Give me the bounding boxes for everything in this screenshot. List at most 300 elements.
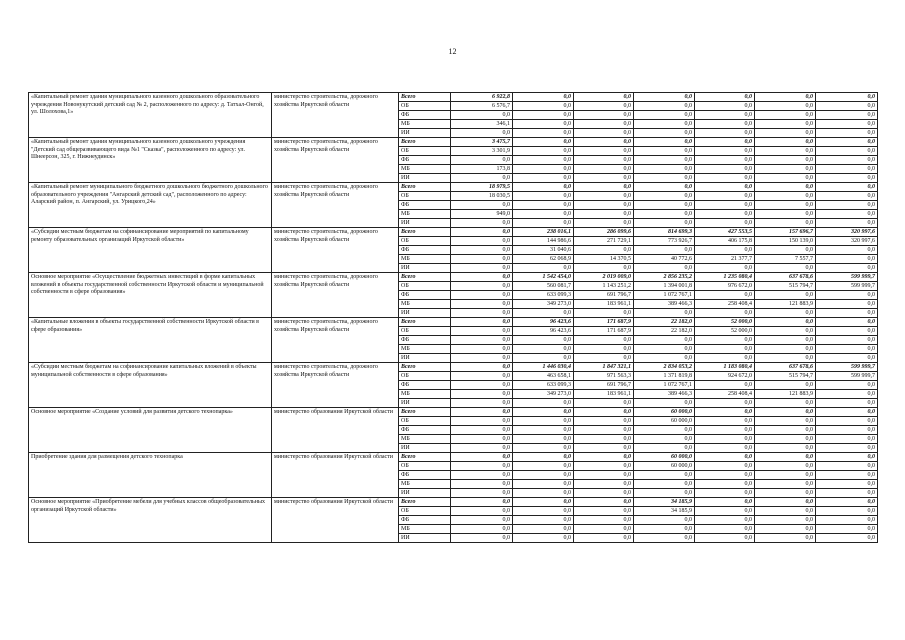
amount-cell: 0,0 (451, 129, 513, 138)
amount-cell: 0,0 (634, 336, 695, 345)
amount-cell: 0,0 (816, 183, 878, 192)
funding-source: ИИ (399, 174, 451, 183)
table-row (29, 408, 878, 417)
funding-source: ФБ (399, 471, 451, 480)
amount-cell: 515 794,7 (755, 282, 816, 291)
amount-cell: 0,0 (574, 138, 634, 147)
amount-cell: 0,0 (513, 147, 574, 156)
amount-cell: 0,0 (634, 102, 695, 111)
amount-cell: 0,0 (755, 489, 816, 498)
amount-cell: 0,0 (574, 426, 634, 435)
amount-cell: 0,0 (513, 444, 574, 453)
amount-cell: 22 182,0 (634, 318, 695, 327)
amount-cell: 0,0 (755, 183, 816, 192)
amount-cell: 0,0 (816, 444, 878, 453)
amount-cell: 0,0 (816, 147, 878, 156)
amount-cell: 96 423,6 (513, 318, 574, 327)
amount-cell: 7 557,7 (755, 255, 816, 264)
amount-cell: 258 408,4 (695, 390, 755, 399)
amount-cell: 0,0 (451, 219, 513, 228)
amount-cell: 0,0 (451, 426, 513, 435)
amount-cell: 0,0 (695, 210, 755, 219)
amount-cell: 0,0 (755, 426, 816, 435)
amount-cell: 0,0 (755, 516, 816, 525)
amount-cell: 0,0 (513, 408, 574, 417)
measure-description: Основное мероприятие «Приобретение мебели для учебных классов общеобразовательных организаций Иркутской области» (29, 498, 272, 543)
funding-source: МБ (399, 255, 451, 264)
amount-cell: 171 687,9 (574, 327, 634, 336)
amount-cell: 0,0 (755, 336, 816, 345)
amount-cell: 2 834 053,2 (634, 363, 695, 372)
amount-cell: 0,0 (451, 111, 513, 120)
responsible-executor: министерство строительства, дорожного хозяйства Иркутской области (272, 318, 399, 363)
funding-source: ОБ (399, 102, 451, 111)
amount-cell: 0,0 (816, 318, 878, 327)
amount-cell: 0,0 (816, 246, 878, 255)
amount-cell: 52 000,0 (695, 318, 755, 327)
table-row (29, 498, 878, 507)
amount-cell: 0,0 (695, 525, 755, 534)
amount-cell: 0,0 (574, 102, 634, 111)
amount-cell: 0,0 (451, 390, 513, 399)
funding-source: МБ (399, 210, 451, 219)
amount-cell: 0,0 (755, 507, 816, 516)
funding-source: Всего (399, 93, 451, 102)
amount-cell: 2 856 235,2 (634, 273, 695, 282)
amount-cell: 0,0 (513, 354, 574, 363)
amount-cell: 1 183 080,4 (695, 363, 755, 372)
amount-cell: 0,0 (755, 210, 816, 219)
amount-cell: 0,0 (634, 111, 695, 120)
amount-cell: 0,0 (634, 219, 695, 228)
amount-cell: 0,0 (816, 453, 878, 462)
amount-cell: 0,0 (513, 498, 574, 507)
funding-source: ОБ (399, 192, 451, 201)
amount-cell: 0,0 (451, 264, 513, 273)
amount-cell: 0,0 (816, 390, 878, 399)
responsible-executor: министерство строительства, дорожного хозяйства Иркутской области (272, 228, 399, 273)
amount-cell: 0,0 (513, 264, 574, 273)
amount-cell: 0,0 (451, 174, 513, 183)
amount-cell: 637 678,6 (755, 273, 816, 282)
amount-cell: 0,0 (451, 363, 513, 372)
amount-cell: 0,0 (513, 219, 574, 228)
amount-cell: 0,0 (634, 129, 695, 138)
amount-cell: 0,0 (755, 444, 816, 453)
measure-description: «Субсидии местным бюджетам на софинансирование мероприятий по капитальному ремонту образовательных организаций Иркутской области» (29, 228, 272, 273)
amount-cell: 0,0 (634, 201, 695, 210)
amount-cell: 0,0 (574, 165, 634, 174)
amount-cell: 0,0 (816, 156, 878, 165)
amount-cell: 1 143 251,2 (574, 282, 634, 291)
amount-cell: 0,0 (451, 444, 513, 453)
amount-cell: 0,0 (816, 381, 878, 390)
amount-cell: 121 883,9 (755, 390, 816, 399)
amount-cell: 0,0 (755, 498, 816, 507)
amount-cell: 0,0 (755, 471, 816, 480)
amount-cell: 0,0 (451, 489, 513, 498)
amount-cell: 40 772,6 (634, 255, 695, 264)
amount-cell: 1 394 001,8 (634, 282, 695, 291)
amount-cell: 0,0 (816, 327, 878, 336)
amount-cell: 0,0 (755, 111, 816, 120)
responsible-executor: министерство образования Иркутской области (272, 453, 399, 498)
amount-cell: 0,0 (451, 507, 513, 516)
amount-cell: 0,0 (695, 534, 755, 543)
amount-cell: 0,0 (513, 138, 574, 147)
amount-cell: 0,0 (451, 336, 513, 345)
amount-cell: 1 235 080,4 (695, 273, 755, 282)
amount-cell: 560 081,7 (513, 282, 574, 291)
amount-cell: 0,0 (695, 309, 755, 318)
amount-cell: 0,0 (816, 408, 878, 417)
amount-cell: 0,0 (695, 156, 755, 165)
amount-cell: 0,0 (755, 309, 816, 318)
funding-source: ОБ (399, 237, 451, 246)
amount-cell: 0,0 (451, 354, 513, 363)
amount-cell: 0,0 (634, 246, 695, 255)
amount-cell: 0,0 (513, 453, 574, 462)
amount-cell: 0,0 (695, 120, 755, 129)
page-number: 12 (448, 47, 457, 56)
amount-cell: 0,0 (634, 264, 695, 273)
amount-cell: 0,0 (816, 102, 878, 111)
funding-source: ФБ (399, 516, 451, 525)
amount-cell: 0,0 (634, 426, 695, 435)
amount-cell: 0,0 (451, 480, 513, 489)
amount-cell: 60 000,0 (634, 417, 695, 426)
amount-cell: 0,0 (634, 210, 695, 219)
funding-source: ФБ (399, 336, 451, 345)
responsible-executor: министерство строительства, дорожного хозяйства Иркутской области (272, 183, 399, 228)
amount-cell: 183 961,1 (574, 390, 634, 399)
amount-cell: 0,0 (451, 273, 513, 282)
amount-cell: 599 999,7 (816, 372, 878, 381)
measure-description: «Субсидии местным бюджетам на софинансирование капитальных вложений в объекты муниципальной собственности в сфере образования» (29, 363, 272, 408)
funding-source: ОБ (399, 147, 451, 156)
amount-cell: 971 563,3 (574, 372, 634, 381)
amount-cell: 34 185,9 (634, 498, 695, 507)
funding-source: МБ (399, 390, 451, 399)
amount-cell: 0,0 (755, 381, 816, 390)
amount-cell: 0,0 (513, 192, 574, 201)
amount-cell: 0,0 (634, 471, 695, 480)
amount-cell: 406 175,8 (695, 237, 755, 246)
amount-cell: 1 446 030,4 (513, 363, 574, 372)
amount-cell: 0,0 (695, 408, 755, 417)
budget-table (28, 92, 878, 543)
measure-description: «Капитальный ремонт муниципального бюджетного дошкольного бюджетного дошкольного образовательного учреждения "Ангарский детский сад", расположенного по адресу: Аларский район, п. Ангарский, ул. Урицкого,24» (29, 183, 272, 228)
table-row (29, 318, 878, 327)
amount-cell: 0,0 (695, 102, 755, 111)
amount-cell: 0,0 (816, 192, 878, 201)
amount-cell: 0,0 (755, 129, 816, 138)
amount-cell: 0,0 (634, 183, 695, 192)
amount-cell: 0,0 (574, 210, 634, 219)
table-row (29, 93, 878, 102)
amount-cell: 0,0 (513, 165, 574, 174)
amount-cell: 0,0 (695, 192, 755, 201)
amount-cell: 0,0 (574, 219, 634, 228)
amount-cell: 0,0 (574, 471, 634, 480)
amount-cell: 34 185,9 (634, 507, 695, 516)
funding-source: МБ (399, 300, 451, 309)
amount-cell: 0,0 (755, 147, 816, 156)
amount-cell: 0,0 (451, 228, 513, 237)
amount-cell: 0,0 (451, 435, 513, 444)
amount-cell: 0,0 (634, 156, 695, 165)
amount-cell: 0,0 (634, 480, 695, 489)
amount-cell: 62 068,9 (513, 255, 574, 264)
amount-cell: 0,0 (755, 534, 816, 543)
amount-cell: 0,0 (574, 480, 634, 489)
amount-cell: 0,0 (816, 165, 878, 174)
funding-source: ИИ (399, 309, 451, 318)
amount-cell: 0,0 (816, 93, 878, 102)
funding-source: ОБ (399, 372, 451, 381)
amount-cell: 346,1 (451, 120, 513, 129)
funding-source: Всего (399, 408, 451, 417)
amount-cell: 0,0 (695, 129, 755, 138)
funding-source: ФБ (399, 381, 451, 390)
amount-cell: 0,0 (451, 498, 513, 507)
amount-cell: 0,0 (634, 165, 695, 174)
amount-cell: 691 796,7 (574, 291, 634, 300)
amount-cell: 0,0 (634, 147, 695, 156)
amount-cell: 0,0 (755, 138, 816, 147)
amount-cell: 0,0 (513, 471, 574, 480)
amount-cell: 0,0 (816, 120, 878, 129)
amount-cell: 0,0 (451, 282, 513, 291)
amount-cell: 0,0 (634, 120, 695, 129)
amount-cell: 773 926,7 (634, 237, 695, 246)
amount-cell: 0,0 (695, 174, 755, 183)
amount-cell: 0,0 (574, 435, 634, 444)
measure-description: Основное мероприятие «Осуществление бюджетных инвестиций в форме капитальных вложений в объекты государственной собственности Иркутской области и муниципальной собственности в сфере образования» (29, 273, 272, 318)
amount-cell: 0,0 (695, 111, 755, 120)
funding-source: ФБ (399, 156, 451, 165)
amount-cell: 60 000,0 (634, 408, 695, 417)
amount-cell: 0,0 (755, 525, 816, 534)
amount-cell: 14 370,5 (574, 255, 634, 264)
amount-cell: 0,0 (451, 255, 513, 264)
funding-source: Всего (399, 183, 451, 192)
amount-cell: 599 999,7 (816, 282, 878, 291)
amount-cell: 0,0 (816, 426, 878, 435)
amount-cell: 0,0 (634, 309, 695, 318)
amount-cell: 0,0 (816, 300, 878, 309)
amount-cell: 3 301,9 (451, 147, 513, 156)
amount-cell: 633 099,3 (513, 291, 574, 300)
amount-cell: 1 847 321,1 (574, 363, 634, 372)
amount-cell: 18 979,5 (451, 183, 513, 192)
amount-cell: 0,0 (451, 408, 513, 417)
amount-cell: 0,0 (451, 372, 513, 381)
amount-cell: 0,0 (695, 471, 755, 480)
amount-cell: 21 377,7 (695, 255, 755, 264)
amount-cell: 144 986,6 (513, 237, 574, 246)
amount-cell: 0,0 (574, 354, 634, 363)
amount-cell: 157 696,7 (755, 228, 816, 237)
amount-cell: 0,0 (451, 381, 513, 390)
amount-cell: 31 040,6 (513, 246, 574, 255)
amount-cell: 0,0 (816, 219, 878, 228)
amount-cell: 0,0 (574, 534, 634, 543)
amount-cell: 0,0 (816, 138, 878, 147)
amount-cell: 0,0 (695, 246, 755, 255)
amount-cell: 183 961,1 (574, 300, 634, 309)
amount-cell: 0,0 (816, 417, 878, 426)
amount-cell: 0,0 (755, 417, 816, 426)
amount-cell: 0,0 (816, 525, 878, 534)
amount-cell: 515 794,7 (755, 372, 816, 381)
amount-cell: 0,0 (695, 336, 755, 345)
amount-cell: 0,0 (816, 345, 878, 354)
amount-cell: 0,0 (816, 354, 878, 363)
amount-cell: 349 273,0 (513, 300, 574, 309)
amount-cell: 0,0 (695, 291, 755, 300)
table-row (29, 228, 878, 237)
amount-cell: 949,0 (451, 210, 513, 219)
funding-source: МБ (399, 525, 451, 534)
amount-cell: 0,0 (755, 156, 816, 165)
funding-source: ФБ (399, 201, 451, 210)
amount-cell: 0,0 (513, 534, 574, 543)
amount-cell: 0,0 (816, 399, 878, 408)
amount-cell: 0,0 (574, 129, 634, 138)
funding-source: ОБ (399, 327, 451, 336)
amount-cell: 599 999,7 (816, 363, 878, 372)
amount-cell: 0,0 (695, 93, 755, 102)
amount-cell: 0,0 (513, 210, 574, 219)
amount-cell: 0,0 (513, 111, 574, 120)
amount-cell: 0,0 (634, 525, 695, 534)
amount-cell: 0,0 (513, 516, 574, 525)
amount-cell: 0,0 (574, 183, 634, 192)
amount-cell: 0,0 (755, 327, 816, 336)
amount-cell: 0,0 (513, 345, 574, 354)
amount-cell: 0,0 (816, 309, 878, 318)
amount-cell: 1 072 767,1 (634, 291, 695, 300)
amount-cell: 0,0 (755, 120, 816, 129)
amount-cell: 0,0 (574, 525, 634, 534)
amount-cell: 0,0 (634, 345, 695, 354)
responsible-executor: министерство образования Иркутской области (272, 498, 399, 543)
amount-cell: 0,0 (634, 489, 695, 498)
funding-source: ИИ (399, 444, 451, 453)
amount-cell: 0,0 (755, 399, 816, 408)
amount-cell: 389 466,3 (634, 300, 695, 309)
amount-cell: 0,0 (695, 138, 755, 147)
amount-cell: 0,0 (695, 381, 755, 390)
amount-cell: 173,8 (451, 165, 513, 174)
funding-source: ФБ (399, 426, 451, 435)
amount-cell: 0,0 (451, 300, 513, 309)
amount-cell: 0,0 (695, 183, 755, 192)
amount-cell: 0,0 (695, 489, 755, 498)
amount-cell: 0,0 (574, 156, 634, 165)
amount-cell: 0,0 (695, 165, 755, 174)
amount-cell: 0,0 (695, 507, 755, 516)
amount-cell: 0,0 (695, 417, 755, 426)
funding-source: ФБ (399, 246, 451, 255)
amount-cell: 121 883,9 (755, 300, 816, 309)
amount-cell: 320 997,6 (816, 237, 878, 246)
funding-source: Всего (399, 318, 451, 327)
amount-cell: 22 182,0 (634, 327, 695, 336)
measure-description: «Капитальный ремонт здания муниципального казенного дошкольного учреждения "Детский сад общеразвивающего вида №1 "Сказка", расположенного по адресу: ул. Шнеерсон, 325, г. Нижнеудинск» (29, 138, 272, 183)
amount-cell: 0,0 (574, 264, 634, 273)
funding-source: МБ (399, 480, 451, 489)
responsible-executor: министерство строительства, дорожного хозяйства Иркутской области (272, 273, 399, 318)
amount-cell: 0,0 (574, 345, 634, 354)
amount-cell: 0,0 (574, 111, 634, 120)
amount-cell: 0,0 (513, 120, 574, 129)
amount-cell: 0,0 (695, 480, 755, 489)
amount-cell: 0,0 (451, 318, 513, 327)
amount-cell: 171 687,9 (574, 318, 634, 327)
amount-cell: 286 099,6 (574, 228, 634, 237)
amount-cell: 0,0 (451, 399, 513, 408)
amount-cell: 0,0 (695, 435, 755, 444)
amount-cell: 0,0 (513, 462, 574, 471)
amount-cell: 0,0 (513, 183, 574, 192)
amount-cell: 0,0 (816, 435, 878, 444)
amount-cell: 0,0 (755, 318, 816, 327)
amount-cell: 0,0 (451, 156, 513, 165)
amount-cell: 0,0 (513, 201, 574, 210)
amount-cell: 0,0 (451, 462, 513, 471)
funding-source: Всего (399, 228, 451, 237)
amount-cell: 0,0 (574, 462, 634, 471)
amount-cell: 0,0 (816, 462, 878, 471)
amount-cell: 0,0 (513, 336, 574, 345)
responsible-executor: министерство строительства, дорожного хозяйства Иркутской области (272, 138, 399, 183)
measure-description: Основное мероприятие «Создание условий для развития детского технопарка» (29, 408, 272, 453)
funding-source: ИИ (399, 129, 451, 138)
amount-cell: 0,0 (816, 264, 878, 273)
amount-cell: 1 371 819,8 (634, 372, 695, 381)
amount-cell: 0,0 (451, 417, 513, 426)
amount-cell: 0,0 (451, 453, 513, 462)
amount-cell: 0,0 (513, 129, 574, 138)
amount-cell: 0,0 (755, 264, 816, 273)
amount-cell: 0,0 (451, 237, 513, 246)
amount-cell: 389 466,3 (634, 390, 695, 399)
amount-cell: 0,0 (634, 399, 695, 408)
table-row (29, 363, 878, 372)
amount-cell: 633 099,3 (513, 381, 574, 390)
amount-cell: 0,0 (513, 417, 574, 426)
amount-cell: 52 000,0 (695, 327, 755, 336)
amount-cell: 0,0 (695, 354, 755, 363)
responsible-executor: министерство строительства, дорожного хозяйства Иркутской области (272, 363, 399, 408)
amount-cell: 0,0 (755, 291, 816, 300)
funding-source: Всего (399, 363, 451, 372)
funding-source: ОБ (399, 462, 451, 471)
amount-cell: 0,0 (695, 219, 755, 228)
amount-cell: 0,0 (451, 309, 513, 318)
amount-cell: 0,0 (634, 93, 695, 102)
amount-cell: 0,0 (816, 498, 878, 507)
funding-source: Всего (399, 138, 451, 147)
amount-cell: 637 678,6 (755, 363, 816, 372)
amount-cell: 0,0 (816, 336, 878, 345)
funding-source: Всего (399, 453, 451, 462)
amount-cell: 0,0 (695, 444, 755, 453)
amount-cell: 2 019 009,0 (574, 273, 634, 282)
amount-cell: 0,0 (755, 408, 816, 417)
